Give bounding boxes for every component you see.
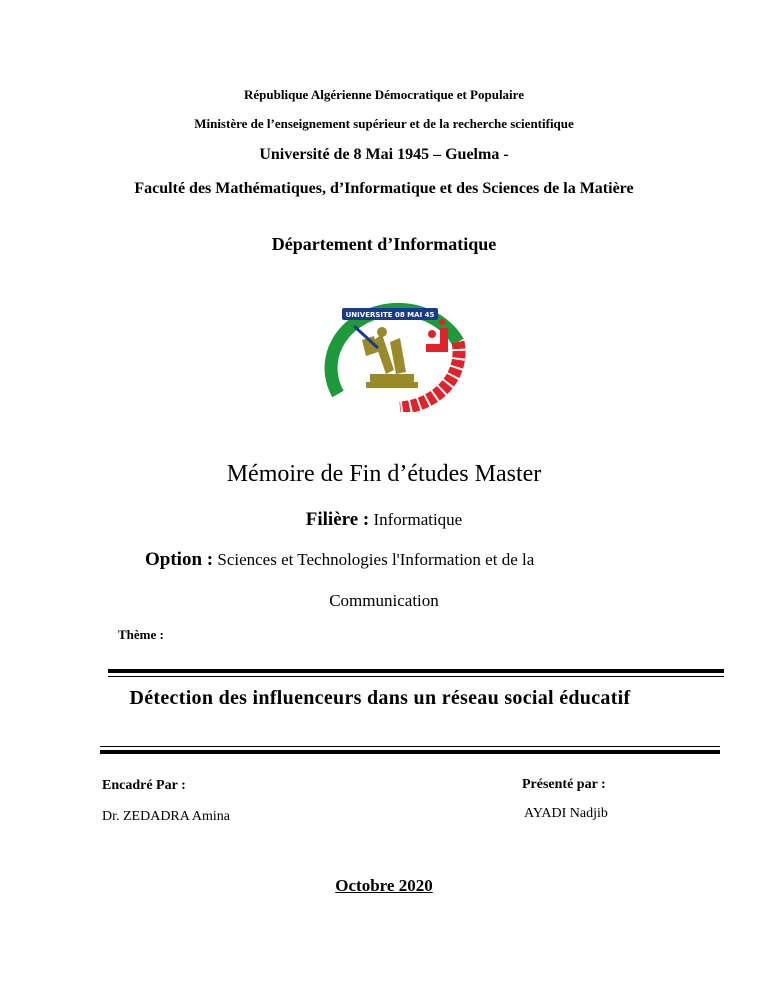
ministry-line: Ministère de l’enseignement supérieur et de la recherche scientifique xyxy=(194,116,574,131)
faculty-line: Faculté des Mathématiques, d’Informatique et des Sciences de la Matière xyxy=(134,180,634,197)
presenter-name: AYADI Nadjib xyxy=(524,806,608,821)
option-line xyxy=(145,549,534,571)
date: Octobre 2020 xyxy=(335,876,433,895)
divider-bottom-thick xyxy=(100,750,720,754)
university-logo xyxy=(308,282,470,412)
option-label: Option : xyxy=(145,549,214,570)
logo-arc-text: GUELMA xyxy=(370,285,427,305)
department-line: Département d’Informatique xyxy=(271,234,497,254)
divider-top-thick xyxy=(108,669,724,673)
filiere-label: Filière : xyxy=(305,509,370,530)
date-line xyxy=(0,876,768,896)
option-value-continued: Communication xyxy=(329,591,439,610)
university-line: Université de 8 Mai 1945 – Guelma - xyxy=(259,146,509,163)
logo-band-text: UNIVERSITE 08 MAI 45 xyxy=(345,311,435,319)
presenter-label: Présenté par : xyxy=(522,777,606,792)
filiere-line xyxy=(0,509,768,531)
divider-top-thin xyxy=(108,676,724,677)
filiere-value: Informatique xyxy=(373,510,463,529)
republic-line: République Algérienne Démocratique et Populaire xyxy=(244,87,524,102)
option-value: Sciences et Technologies l'Information et de la xyxy=(217,550,535,569)
theme-title: Détection des influenceurs dans un réseau social éducatif xyxy=(129,687,631,709)
divider-bottom-thin xyxy=(100,746,720,747)
supervisor-label: Encadré Par : xyxy=(102,778,186,793)
theme-label: Thème : xyxy=(118,627,164,642)
logo-figure xyxy=(362,327,418,388)
memoire-title: Mémoire de Fin d’études Master xyxy=(226,461,542,487)
supervisor-name: Dr. ZEDADRA Amina xyxy=(102,809,230,824)
svg-text:GUELMA xyxy=(370,286,426,305)
